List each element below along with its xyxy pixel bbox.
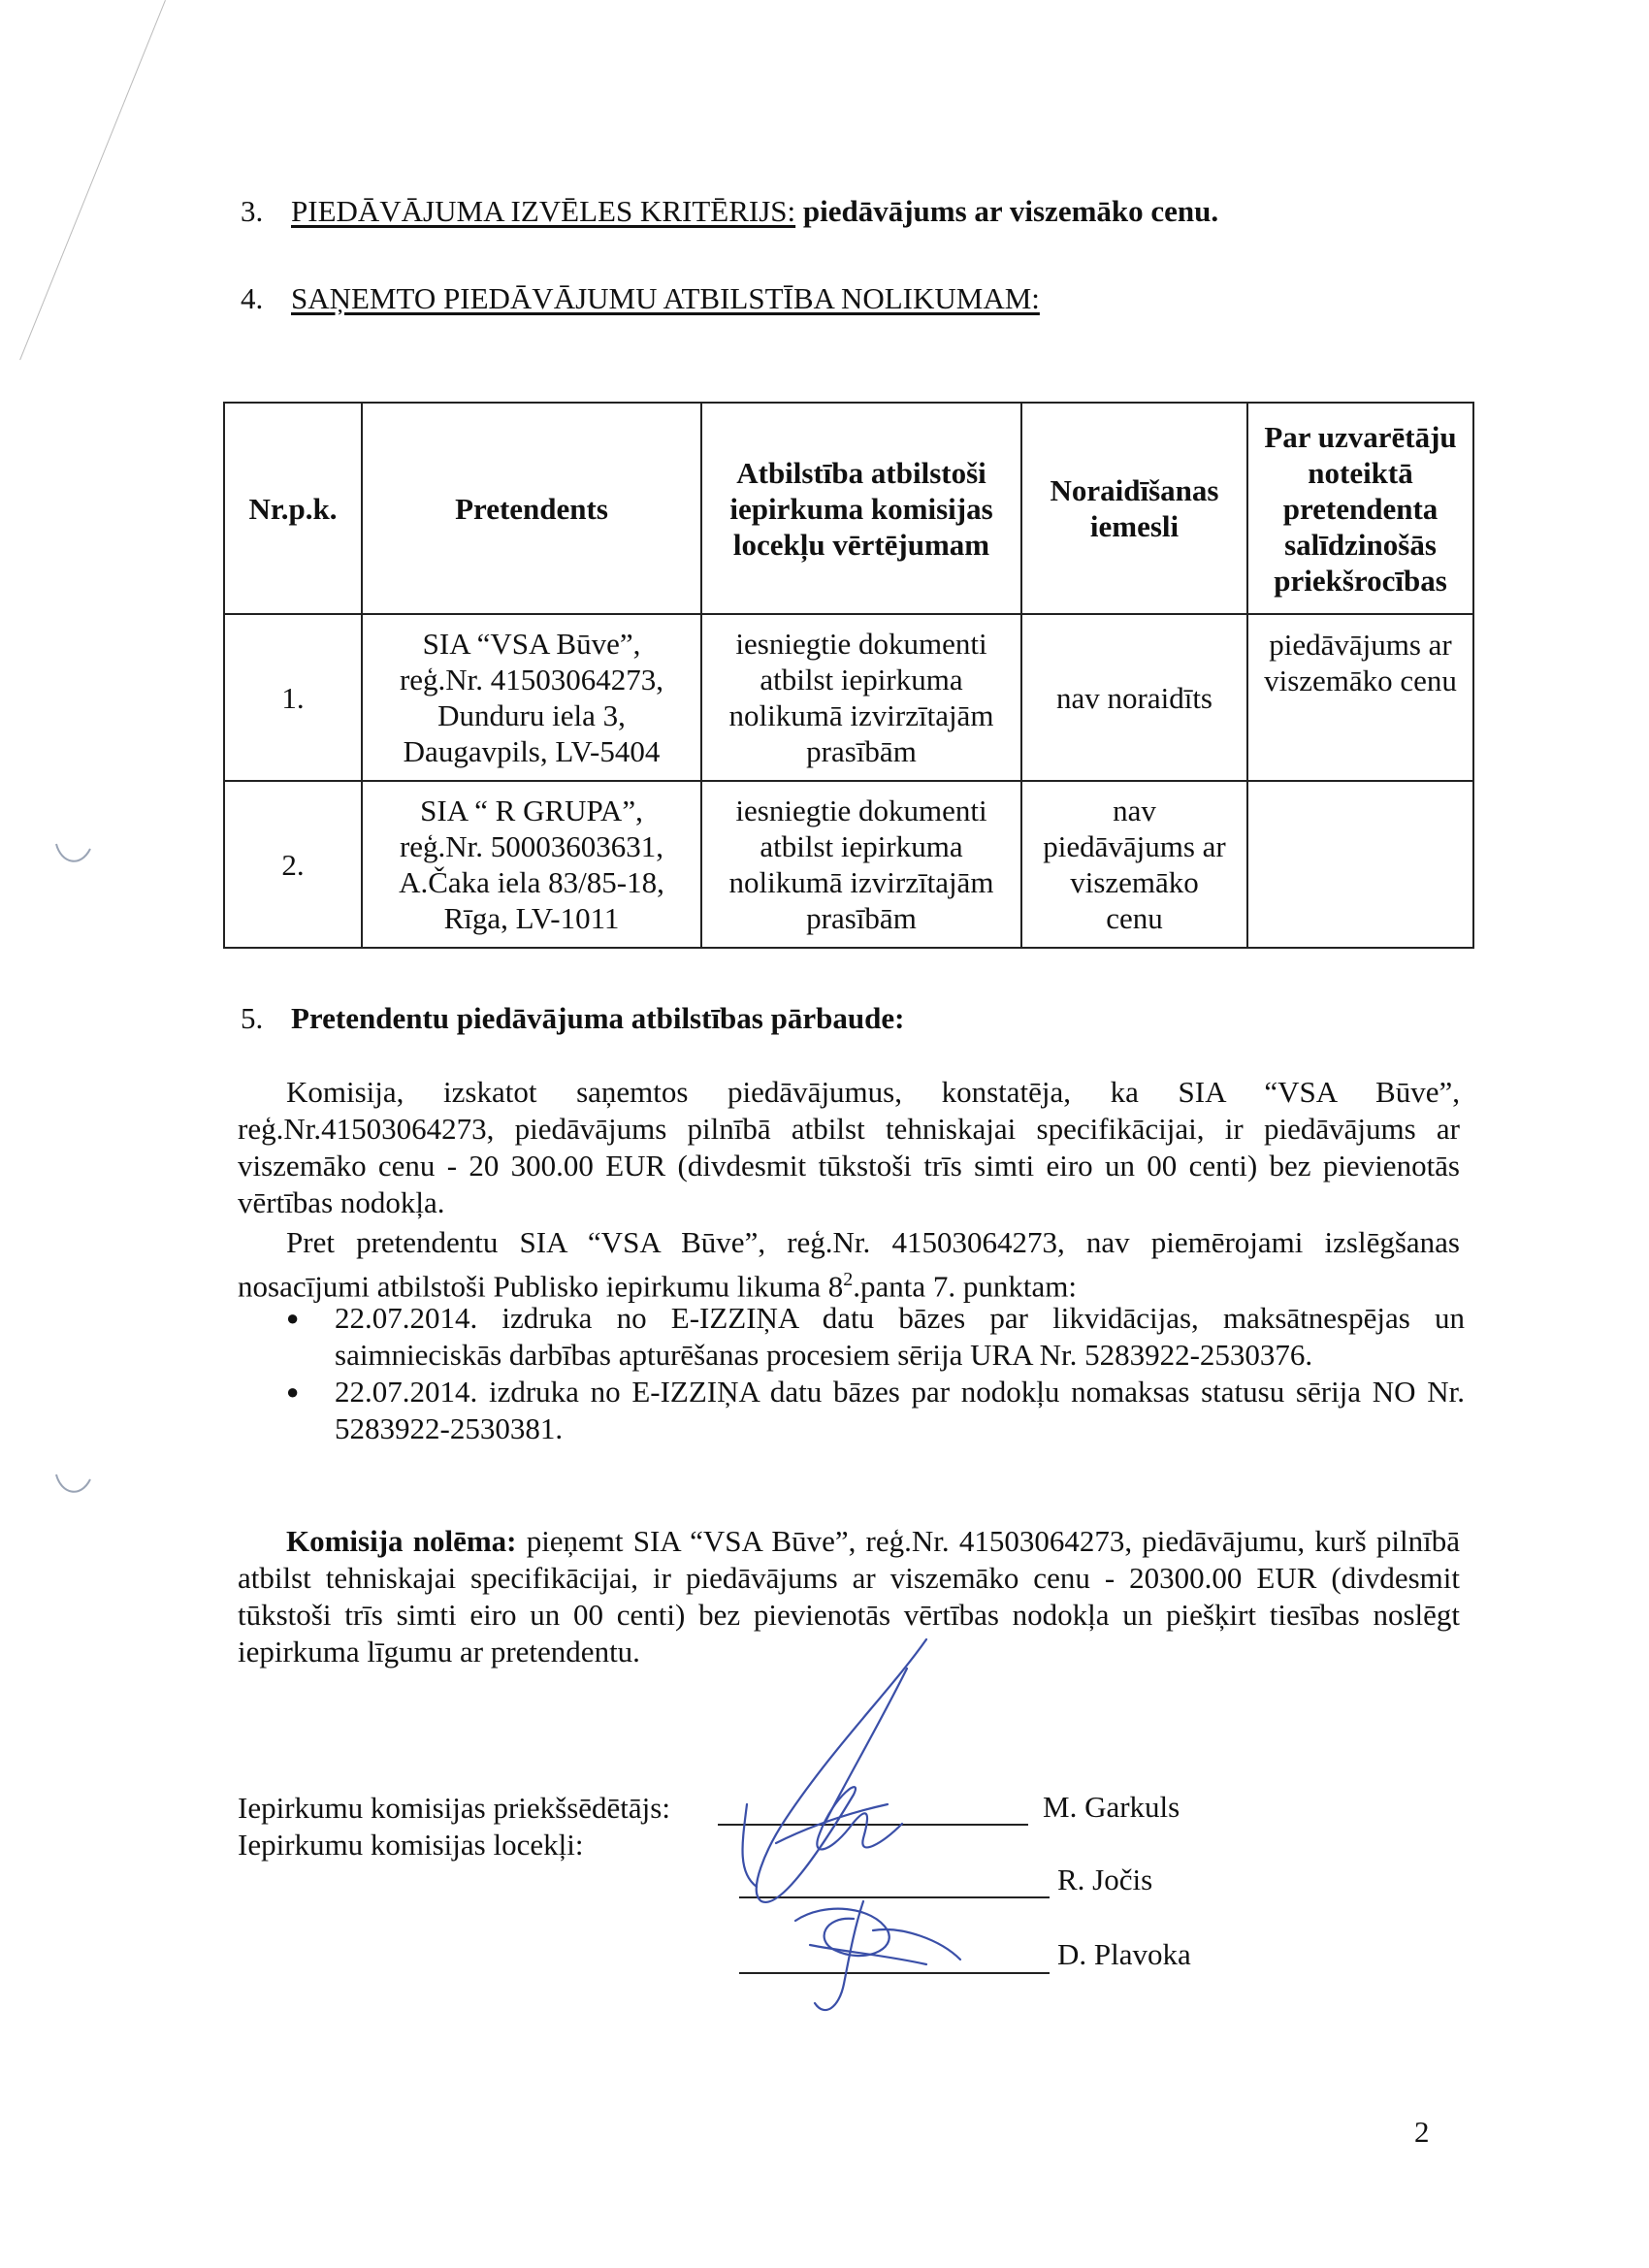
offers-table <box>223 402 1474 949</box>
cell-line: Daugavpils, LV-5404 <box>403 734 661 768</box>
cell-line: Dunduru iela 3, <box>437 698 626 732</box>
cell-line: reģ.Nr. 41503064273, <box>399 663 664 697</box>
cell-line: iesniegtie dokumenti <box>735 794 987 827</box>
cell-prieksrocibas <box>1247 781 1473 948</box>
cell-pretendents <box>362 781 701 948</box>
cell-line: prasībām <box>806 901 917 935</box>
cell-line: nolikumā izvirzītajām <box>728 865 994 899</box>
decision-text: pieņemt SIA “VSA Būve”, reģ.Nr. 41503064273, piedāvājumu, kurš pilnībā atbilst tehniskajai specifikācijai, ir piedāvājums ar viszemāko cenu - 20300.00 EUR (divdesmit tūkstoši trīs simti eiro un 00 centi) bez pievienotās vērtības nodokļa un piešķirt tiesības noslēgt iepirkuma līgumu ar pretendentu. <box>238 1524 1460 1669</box>
scan-edge-line <box>19 0 166 360</box>
section-4-number: 4. <box>241 281 264 315</box>
cell-pretendents <box>362 614 701 781</box>
signature-labels <box>238 1790 670 1863</box>
table-row <box>224 614 1473 781</box>
cell-line: viszemāko <box>1070 865 1199 899</box>
cell-line: SIA “VSA Būve”, <box>422 627 641 661</box>
cell-line: piedāvājums ar <box>1269 628 1452 662</box>
cell-noraidisana <box>1021 614 1247 781</box>
header-noraidisana: Noraidīšanas iemesli <box>1021 403 1247 614</box>
cell-line: reģ.Nr. 50003603631, <box>399 829 664 863</box>
cell-line: viszemāko cenu <box>1264 664 1457 697</box>
section-3-value: piedāvājums ar viszemāko cenu. <box>802 194 1219 228</box>
list-item: ● 22.07.2014. izdruka no E-IZZIŅA datu bāzes par likvidācijas, maksātnespējas un saimnieciskās darbības apturēšanas procesiem sērija URA Nr. 5283922-2530376. <box>281 1300 1465 1374</box>
decision-label: Komisija nolēma: <box>286 1524 517 1558</box>
section-5-paragraph-1: Komisija, izskatot saņemtos piedāvājumus, konstatēja, ka SIA “VSA Būve”, reģ.Nr.41503064273, piedāvājums pilnībā atbilst tehniskajai specifikācijai, ir piedāvājums ar viszemāko cenu - 20 300.00 EUR (divdesmit tūkstoši trīs simti eiro un 00 centi) bez pievienotās vērtības nodokļa. <box>238 1075 1460 1219</box>
section-5-number: 5. <box>241 1001 264 1035</box>
list-item: ● 22.07.2014. izdruka no E-IZZIŅA datu bāzes par nodokļu nomaksas statusu sērija NO Nr. 5283922-2530381. <box>281 1374 1465 1447</box>
header-prieksrocibas: Par uzvarētāju noteiktā pretendenta salīdzinošās priekšrocības <box>1247 403 1473 614</box>
table-row <box>224 781 1473 948</box>
cell-line: SIA “ R GRUPA”, <box>420 794 643 827</box>
paragraph-2-superscript: 2 <box>843 1269 854 1290</box>
cell-atbilstiba <box>701 614 1021 781</box>
cell-line: nav <box>1113 794 1156 827</box>
header-pretendents: Pretendents <box>362 403 701 614</box>
chair-label: Iepirkumu komisijas priekšsēdētājs: <box>238 1791 670 1825</box>
member-1-name: R. Jočis <box>1057 1863 1153 1896</box>
section-4-heading <box>241 281 1040 316</box>
cell-line: Rīga, LV-1011 <box>443 901 620 935</box>
cell-line: nav noraidīts <box>1056 680 1212 715</box>
cell-nr: 1. <box>224 614 362 781</box>
section-5-heading <box>241 1001 904 1036</box>
cell-line: iesniegtie dokumenti <box>735 627 987 661</box>
section-4-label: SAŅEMTO PIEDĀVĀJUMU ATBILSTĪBA NOLIKUMAM: <box>291 281 1040 315</box>
handwritten-signatures <box>718 1610 1086 2047</box>
section-3-label: PIEDĀVĀJUMA IZVĒLES KRITĒRIJS: <box>291 194 796 228</box>
members-label: Iepirkumu komisijas locekļi: <box>238 1828 584 1862</box>
cell-line: atbilst iepirkuma <box>760 829 963 863</box>
cell-atbilstiba <box>701 781 1021 948</box>
paragraph-2-text-end: .panta 7. punktam: <box>853 1269 1078 1304</box>
cell-line: cenu <box>1106 901 1163 935</box>
member-2-name: D. Plavoka <box>1057 1937 1191 1971</box>
section-5-title: Pretendentu piedāvājuma atbilstības pārbaude: <box>291 1001 905 1035</box>
punch-hole-marks <box>47 805 105 1504</box>
cell-line: atbilst iepirkuma <box>760 663 963 697</box>
table-header-row <box>224 403 1473 614</box>
chair-name: M. Garkuls <box>1043 1790 1180 1824</box>
cell-line: A.Čaka iela 83/85-18, <box>399 865 664 899</box>
cell-nr: 2. <box>224 781 362 948</box>
evidence-list <box>281 1300 1465 1447</box>
cell-noraidisana <box>1021 781 1247 948</box>
cell-line: nolikumā izvirzītajām <box>728 698 994 732</box>
section-5-paragraph-2 <box>238 1224 1460 1305</box>
header-atbilstiba: Atbilstība atbilstoši iepirkuma komisijas locekļu vērtējumam <box>701 403 1021 614</box>
cell-line: prasībām <box>806 734 917 768</box>
page-number: 2 <box>1414 2115 1430 2149</box>
cell-line: piedāvājums ar <box>1043 829 1226 863</box>
cell-prieksrocibas <box>1247 614 1473 781</box>
header-nr: Nr.p.k. <box>224 403 362 614</box>
section-3-heading <box>241 194 1218 229</box>
paragraph-2-text: Pret pretendentu SIA “VSA Būve”, reģ.Nr. 41503064273, nav piemērojami izslēgšanas nosacījumi atbilstoši Publisko iepirkumu likuma 8 <box>238 1225 1460 1304</box>
section-3-number: 3. <box>241 194 264 228</box>
